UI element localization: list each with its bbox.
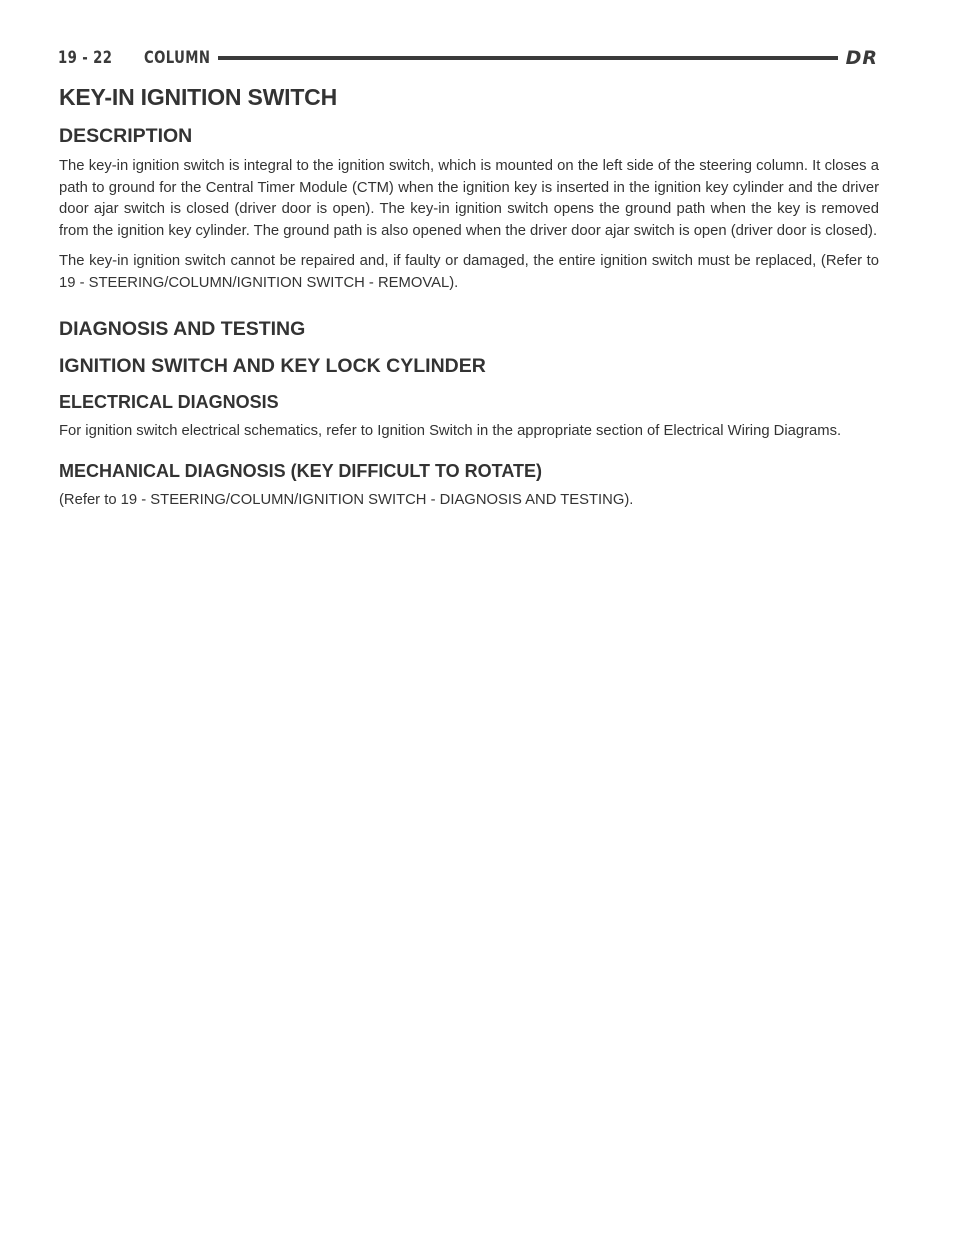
description-paragraph-2: The key-in ignition switch cannot be repaired and, if faulty or damaged, the entire ignition switch must be replaced, (Refer to 19 - STEERING/COLUMN/IGNITION SWITCH - REMOVAL). — [59, 253, 879, 291]
page-number: 19 - 22 — [58, 48, 113, 68]
diagnosis-subheading: IGNITION SWITCH AND KEY LOCK CYLINDER — [59, 354, 486, 377]
section-name: COLUMN — [144, 48, 211, 68]
electrical-diagnosis-text: For ignition switch electrical schematics, refer to Ignition Switch in the appropriate section of Electrical Wiring Diagrams. — [59, 422, 842, 439]
mechanical-diagnosis-heading: MECHANICAL DIAGNOSIS (KEY DIFFICULT TO ROTATE) — [59, 461, 542, 482]
description-heading: DESCRIPTION — [59, 125, 193, 147]
page-content — [59, 84, 879, 521]
header-rule — [218, 56, 838, 60]
diagnosis-heading: DIAGNOSIS AND TESTING — [59, 317, 306, 340]
model-code: DR — [845, 47, 878, 69]
electrical-diagnosis-heading: ELECTRICAL DIAGNOSIS — [59, 391, 279, 412]
mechanical-diagnosis-text: (Refer to 19 - STEERING/COLUMN/IGNITION SWITCH - DIAGNOSIS AND TESTING). — [59, 492, 634, 509]
description-paragraph-1: The key-in ignition switch is integral to the ignition switch, which is mounted on the left side of the steering column. It closes a path to ground for the Central Timer Module (CTM) when the ignition key is inserted in the ignition key cylinder and the driver door ajar switch is closed (driver door is open). The key-in ignition switch opens the ground path when the key is removed from the ignition key cylinder. The ground path is also opened when the driver door ajar switch is open (driver door is closed). — [59, 158, 879, 239]
page-title: KEY-IN IGNITION SWITCH — [59, 84, 337, 110]
page-header — [58, 46, 878, 70]
